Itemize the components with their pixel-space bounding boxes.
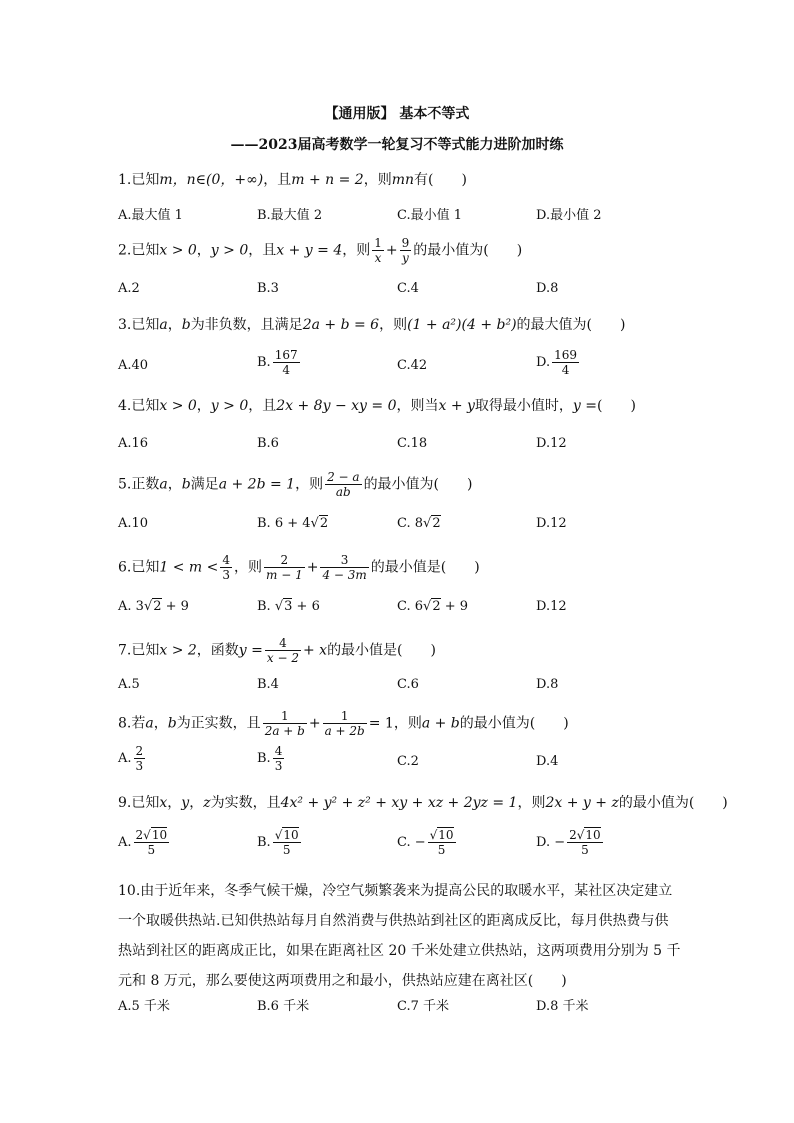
question-10-line: 10.由于近年来，冬季气候干燥，冷空气频繁袭来为提高公民的取暖水平，某社区决定建立 — [118, 883, 673, 899]
option-a: A.10 — [118, 516, 149, 531]
option-d: D.最小值 2 — [536, 208, 602, 223]
option-b: B. √3 + 6 — [257, 599, 320, 614]
question-7: 7.已知x > 2，函数y = $\frac{4}{x - 2}$ + x的最小值是( ) — [118, 636, 436, 665]
option-b: B. $\frac{4}{3}$ — [257, 744, 283, 773]
fraction: $\frac{1}{2a + b}$ — [264, 709, 305, 738]
option-d: D. − $\frac{2√10}{5}$ — [536, 828, 601, 857]
question-1-options — [118, 206, 678, 228]
question-8-options — [118, 744, 678, 780]
question-4: 4.已知x > 0，y > 0，且2x + 8y − xy = 0，则当x + y取得最小值时，y =( ) — [118, 398, 636, 414]
fraction: $\frac{2}{m - 1}$ — [266, 553, 303, 582]
document-subtitle: ——2023届高考数学一轮复习不等式能力进阶加时练 — [230, 137, 564, 153]
option-c: C.最小值 1 — [397, 208, 463, 223]
option-c: C.2 — [397, 754, 419, 769]
option-d: D.12 — [536, 599, 567, 614]
question-3: 3.已知a，b为非负数，且满足2a + b = 6，则(1 + a²)(4 + b²)的最大值为( ) — [118, 317, 626, 333]
option-a: A.5 — [118, 677, 140, 692]
option-b: B.最大值 2 — [257, 208, 323, 223]
document-title: 【通用版】 基本不等式 — [324, 106, 470, 122]
question-10-line: 一个取暖供热站.已知供热站每月自然消费与供热站到社区的距离成反比，每月供热费与供 — [118, 913, 669, 929]
option-c: C. − $\frac{√10}{5}$ — [397, 828, 454, 857]
option-c: C.6 — [397, 677, 419, 692]
option-a: A.最大值 1 — [118, 208, 183, 223]
fraction: $\frac{1}{a + 2b}$ — [324, 709, 365, 738]
fraction: $\frac{1}{x}$ — [374, 236, 382, 265]
option-c: C. 8√2 — [397, 516, 441, 531]
option-d: D.8 — [536, 281, 559, 296]
question-10-options — [118, 997, 678, 1019]
fraction: $\frac{4}{3}$ — [222, 553, 230, 582]
option-b: B.3 — [257, 281, 279, 296]
question-8: 8.若a，b为正实数，且 $\frac{1}{2a + b}$ + $\frac{1}{a + 2b}$ = 1，则a + b的最小值为( ) — [118, 709, 569, 738]
option-a: A.40 — [118, 358, 149, 373]
option-b: B. $\frac{√10}{5}$ — [257, 828, 299, 857]
question-5: 5.正数a，b满足a + 2b = 1，则 $\frac{2 - a}{ab}$ 的最小值为( ) — [118, 470, 473, 499]
option-d: D.8 千米 — [536, 999, 589, 1014]
question-6-options — [118, 597, 678, 619]
question-4-options — [118, 434, 678, 456]
option-b: B.4 — [257, 677, 279, 692]
fraction: $\frac{3}{4 - 3m}$ — [322, 553, 367, 582]
option-a: A. 3√2 + 9 — [118, 599, 189, 614]
option-b: B. 6 + 4√2 — [257, 516, 329, 531]
question-7-options — [118, 675, 678, 697]
question-10 — [118, 876, 681, 996]
option-d: D.8 — [536, 677, 559, 692]
question-2: 2.已知x > 0，y > 0，且x + y = 4，则 $\frac{1}{x}$ + $\frac{9}{y}$ 的最小值为( ) — [118, 236, 523, 265]
fraction: $\frac{9}{y}$ — [401, 236, 410, 265]
question-10-line: 元和 8 万元，那么要使这两项费用之和最小，供热站应建在离社区( ) — [118, 973, 567, 989]
question-6: 6.已知1 < m < $\frac{4}{3}$ ，则 $\frac{2}{m - 1}$ + $\frac{3}{4 - 3m}$ 的最小值是( ) — [118, 553, 480, 582]
option-d: D.4 — [536, 754, 559, 769]
question-5-options — [118, 514, 678, 536]
question-3-options — [118, 348, 678, 384]
option-a: A.5 千米 — [118, 999, 170, 1014]
option-d: D. $\frac{169}{4}$ — [536, 348, 577, 377]
option-c: C.42 — [397, 358, 428, 373]
fraction: $\frac{2 - a}{ab}$ — [327, 470, 360, 499]
fraction: $\frac{4}{x - 2}$ — [266, 636, 299, 665]
option-c: C.4 — [397, 281, 419, 296]
option-a: A. $\frac{2}{3}$ — [118, 744, 144, 773]
option-a: A. $\frac{2√10}{5}$ — [118, 828, 168, 857]
question-9: 9.已知x，y，z为实数，且4x² + y² + z² + xy + xz + 2yz = 1，则2x + y + z的最小值为( ) — [118, 795, 728, 811]
option-a: A.16 — [118, 436, 149, 451]
question-10-line: 热站到社区的距离成正比，如果在距离社区 20 千米处建立供热站，这两项费用分别为 5 千 — [118, 943, 681, 959]
question-2-options — [118, 279, 678, 301]
question-9-options — [118, 828, 678, 864]
option-c: C.7 千米 — [397, 999, 450, 1014]
option-d: D.12 — [536, 436, 567, 451]
option-b: B. $\frac{167}{4}$ — [257, 348, 298, 377]
option-b: B.6 — [257, 436, 279, 451]
option-c: C.18 — [397, 436, 428, 451]
question-1: 1.已知m，n∈(0，+∞)，且m + n = 2，则mn有( ) — [118, 172, 467, 188]
option-a: A.2 — [118, 281, 140, 296]
option-c: C. 6√2 + 9 — [397, 599, 469, 614]
option-b: B.6 千米 — [257, 999, 310, 1014]
option-d: D.12 — [536, 516, 567, 531]
